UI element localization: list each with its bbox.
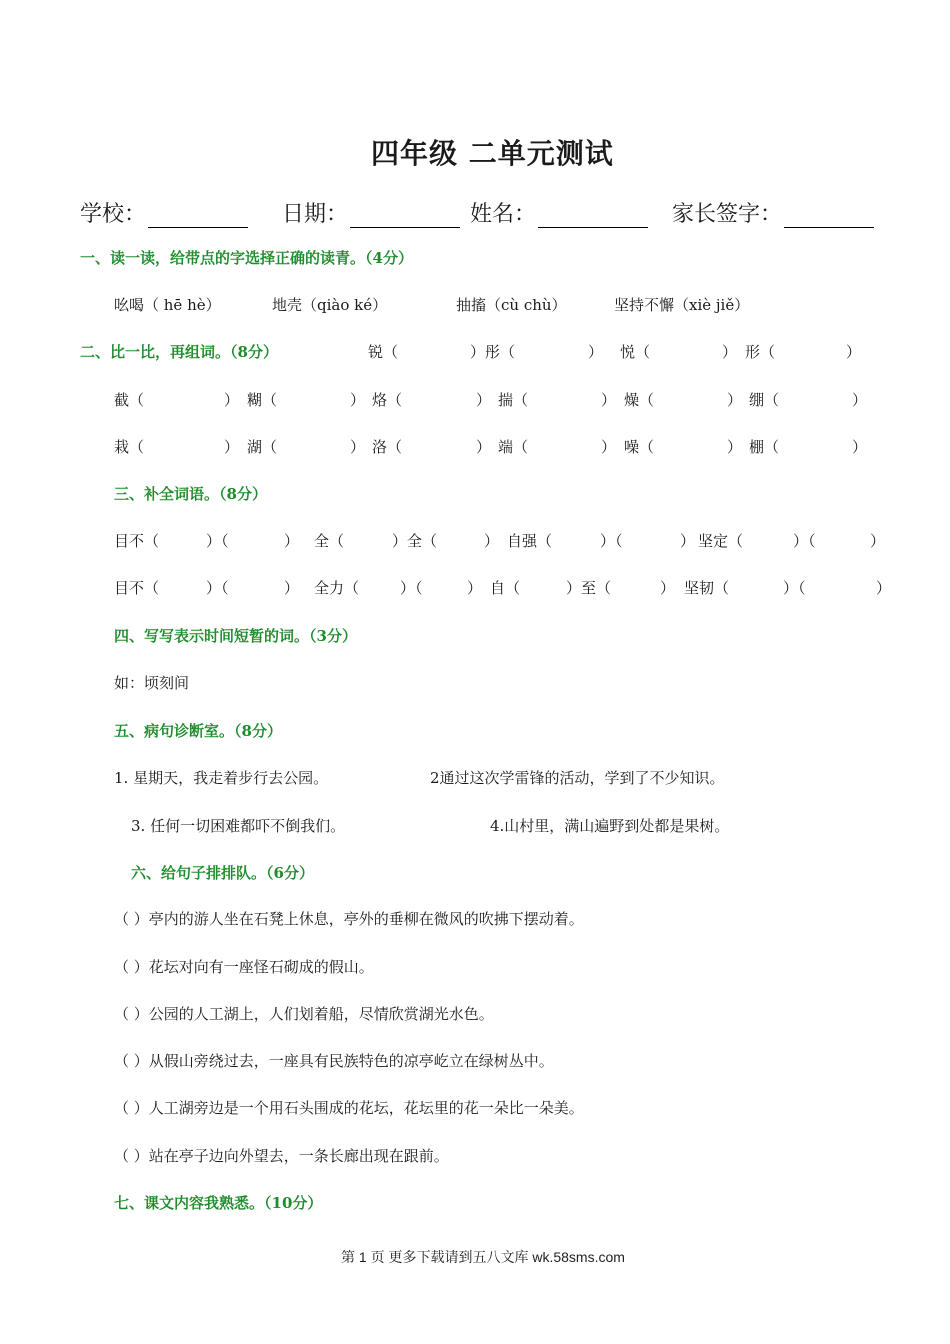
s3-text: ） [467,579,483,597]
s3-text: ） [870,532,886,550]
s2-text: ） [852,438,868,456]
s2-text: 燥（ [624,391,655,409]
s3-text: 全（ [314,532,345,550]
date-blank[interactable] [350,205,460,228]
s2-text: 棚（ [749,438,780,456]
s1-item: 吆喝（ hē hè） [114,296,221,314]
s3-text: 自强（ [507,532,553,550]
s2-text: ） [727,391,743,409]
section-1-heading: 一、读一读，给带点的字选择正确的读青。（4分） [80,249,413,267]
school-blank[interactable] [148,205,248,228]
s3-text: ）（ [783,579,806,597]
s2-text: 端（ [498,438,529,456]
s2-text: 噪（ [624,438,655,456]
s2-text: ） [852,391,868,409]
s3-text: ） [876,579,892,597]
s6-item: （ ）花坛对向有一座怪石砌成的假山。 [114,958,374,976]
s3-text: ） [484,532,500,550]
s5-item: 2通过这次学雷锋的活动，学到了不少知识。 [430,769,725,787]
s3-text: ） [284,532,300,550]
s3-text: 坚韧（ [684,579,730,597]
s2-text: ） [350,438,366,456]
school-label: 学校： [80,202,147,227]
s6-item: （ ）公园的人工湖上，人们划着船，尽情欣赏湖光水色。 [114,1005,494,1023]
s2-text: ） [476,391,492,409]
s4-example: 如：顷刻间 [114,674,190,692]
s5-item: 3. 任何一切困难都吓不倒我们。 [131,817,346,835]
s2-text: ） [350,391,366,409]
section-6-heading: 六、给句子排排队。（6分） [131,864,314,882]
s3-text: ）至（ [566,579,612,597]
parent-signature-label: 家长签字： [672,202,783,227]
s2-text: ） [727,438,743,456]
s3-text: 自（ [490,579,521,597]
s3-text: ）（ [400,579,423,597]
page-footer: 第 1 页 更多下载请到五八文库 wk.58sms.com [341,1249,625,1265]
section-4-heading: 四、写写表示时间短暂的词。（3分） [114,627,357,645]
s2-text: ） [722,343,738,361]
s3-text: ）（ [206,532,229,550]
date-field [282,197,460,228]
s3-text: ）（ [793,532,816,550]
s2-text: ） [588,343,604,361]
s3-text: ）全（ [392,532,438,550]
date-label: 日期： [282,202,349,227]
s2-text: ） [224,391,240,409]
s3-text: 全力（ [314,579,360,597]
s2-text: 截（ [114,391,145,409]
s2-text: 形（ [745,343,776,361]
s3-text: 目不（ [114,532,160,550]
s3-text: ）（ [206,579,229,597]
s3-text: 目不（ [114,579,160,597]
s1-item: 坚持不懈（xiè jiě） [614,296,750,314]
s2-text: ） [224,438,240,456]
s2-text: ）彤（ [470,343,516,361]
s2-text: 绷（ [749,391,780,409]
s2-text: 湖（ [247,438,278,456]
s2-text: ） [601,438,617,456]
s2-text: ） [846,343,862,361]
s3-text: ） [284,579,300,597]
name-blank[interactable] [538,205,648,228]
s2-text: 糊（ [247,391,278,409]
s6-item: （ ）人工湖旁边是一个用石头围成的花坛，花坛里的花一朵比一朵美。 [114,1099,584,1117]
s3-text: ） [660,579,676,597]
s6-item: （ ）从假山旁绕过去，一座具有民族特色的凉亭屹立在绿树丛中。 [114,1052,554,1070]
s2-text: 锐（ [368,343,399,361]
s6-item: （ ）站在亭子边向外望去，一条长廊出现在跟前。 [114,1147,449,1165]
s1-item: 抽搐（cù chù） [456,296,567,314]
s2-text: 栽（ [114,438,145,456]
section-5-heading: 五、病句诊断室。（8分） [114,722,282,740]
s5-item: 1. 星期天，我走着步行去公园。 [114,769,329,787]
s2-text: ） [476,438,492,456]
section-7-heading: 七、课文内容我熟悉。（10分） [114,1194,323,1212]
s2-text: 烙（ [372,391,403,409]
school-field [80,197,248,228]
s5-item: 4.山村里，满山遍野到处都是果树。 [490,817,730,835]
page-title: 四年级 二单元测试 [371,137,614,170]
s1-item: 地壳（qiào ké） [272,296,388,314]
parent-signature-field [672,197,874,228]
s3-text: ） [680,532,696,550]
s6-item: （ ）亭内的游人坐在石凳上休息，亭外的垂柳在微风的吹拂下摆动着。 [114,910,584,928]
section-2-heading: 二、比一比，再组词。（8分） [80,343,278,361]
name-field [470,197,648,228]
s2-text: 洛（ [372,438,403,456]
s3-text: ）（ [600,532,623,550]
parent-signature-blank[interactable] [784,205,874,228]
s2-text: ） [601,391,617,409]
name-label: 姓名： [470,202,537,227]
section-3-heading: 三、补全词语。（8分） [114,485,267,503]
s3-text: 坚定（ [698,532,744,550]
s2-text: 揣（ [498,391,529,409]
s2-text: 悦（ [620,343,651,361]
